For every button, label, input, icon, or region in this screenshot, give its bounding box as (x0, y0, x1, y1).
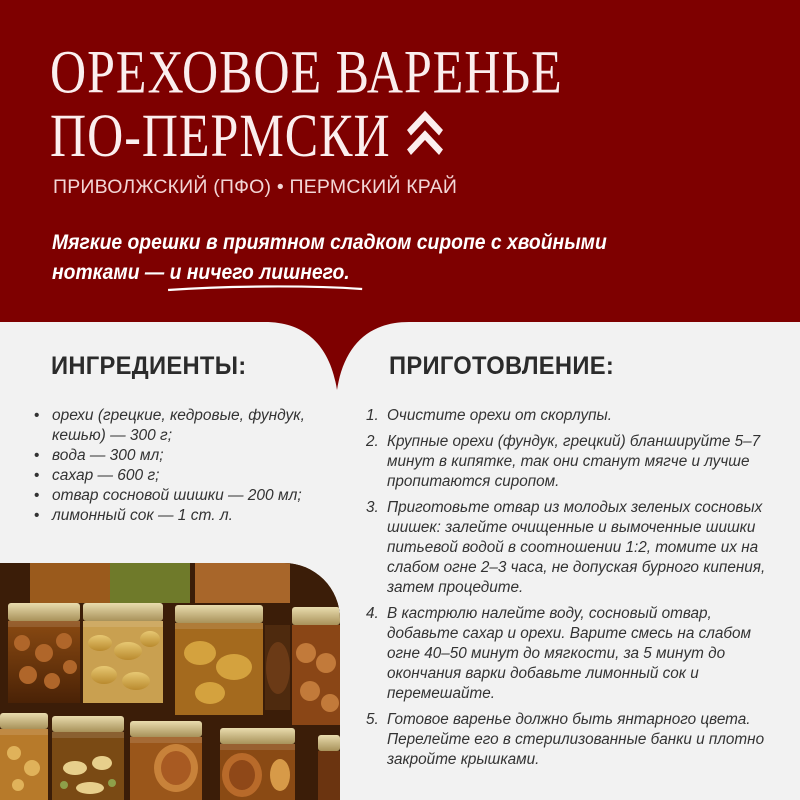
step-text: Готовое варенье должно быть янтарного цвета. Перелейте его в стерилизованные банки и плотно закройте крышками. (387, 711, 765, 768)
step-number: 5. (366, 711, 379, 728)
jars-photo (0, 563, 340, 800)
ingredient-text: отвар сосновой шишки — 200 мл; (52, 487, 302, 504)
ingredient-text: лимонный сок — 1 ст. л. (52, 507, 233, 524)
title-line-2: ПО-ПЕРМСКИ (50, 101, 391, 170)
region-subtitle: ПРИВОЛЖСКИЙ (ПФО) • ПЕРМСКИЙ КРАЙ (53, 176, 458, 198)
step-text: В кастрюлю налейте воду, сосновый отвар, добавьте сахар и орехи. Варите смесь на слабом огне 40–50 минут до мягкости, за 5 минут до окончания варки добавьте лимонный сок и перемешайте. (387, 605, 751, 702)
page-title (50, 37, 563, 170)
step-text: Очистите орехи от скорлупы. (387, 407, 613, 424)
tagline-text: Мягкие орешки в приятном сладком сиропе с хвойными нотками — (52, 231, 607, 284)
bullet-icon: • (34, 507, 40, 524)
bullet-icon: • (34, 487, 40, 504)
tagline-highlight: и ничего лишнего. (169, 261, 350, 284)
preparation-heading: ПРИГОТОВЛЕНИЕ: (389, 352, 615, 380)
jars-illustration (0, 563, 340, 800)
step-number: 1. (366, 407, 379, 424)
step-text: Приготовьте отвар из молодых зеленых сосновых шишек: залейте очищенные и вымоченные шишки питьевой водой в соотношении 1:2, томите их на слабом огне 2–3 часа, не допуская бурного кипения, затем процедите. (387, 499, 766, 596)
ingredients-list (34, 406, 344, 526)
double-chevron-up-icon (405, 111, 445, 160)
ingredient-text: сахар — 600 г; (52, 467, 160, 484)
step-number: 2. (366, 433, 379, 450)
list-item (34, 406, 344, 446)
tagline (52, 228, 678, 288)
ingredients-heading: ИНГРЕДИЕНТЫ: (51, 352, 247, 380)
list-item (34, 486, 344, 506)
list-item (34, 506, 344, 526)
step-item (366, 432, 766, 492)
step-text: Крупные орехи (фундук, грецкий) бланшируйте 5–7 минут в кипятке, так они станут мягче и лучше пропитаются сиропом. (387, 433, 761, 490)
list-item (34, 446, 344, 466)
list-item (34, 466, 344, 486)
preparation-steps (366, 406, 766, 776)
step-item (366, 710, 766, 770)
bullet-icon: • (34, 407, 40, 424)
step-item (366, 406, 766, 426)
ingredient-text: вода — 300 мл; (52, 447, 164, 464)
ingredient-text: орехи (грецкие, кедровые, фундук, кешью) — 300 г; (52, 407, 305, 444)
bullet-icon: • (34, 447, 40, 464)
step-item (366, 604, 766, 704)
underline-swoosh (166, 284, 364, 292)
step-number: 4. (366, 605, 379, 622)
step-item (366, 498, 766, 598)
title-line-1: ОРЕХОВОЕ ВАРЕНЬЕ (50, 37, 563, 106)
bullet-icon: • (34, 467, 40, 484)
step-number: 3. (366, 499, 379, 516)
